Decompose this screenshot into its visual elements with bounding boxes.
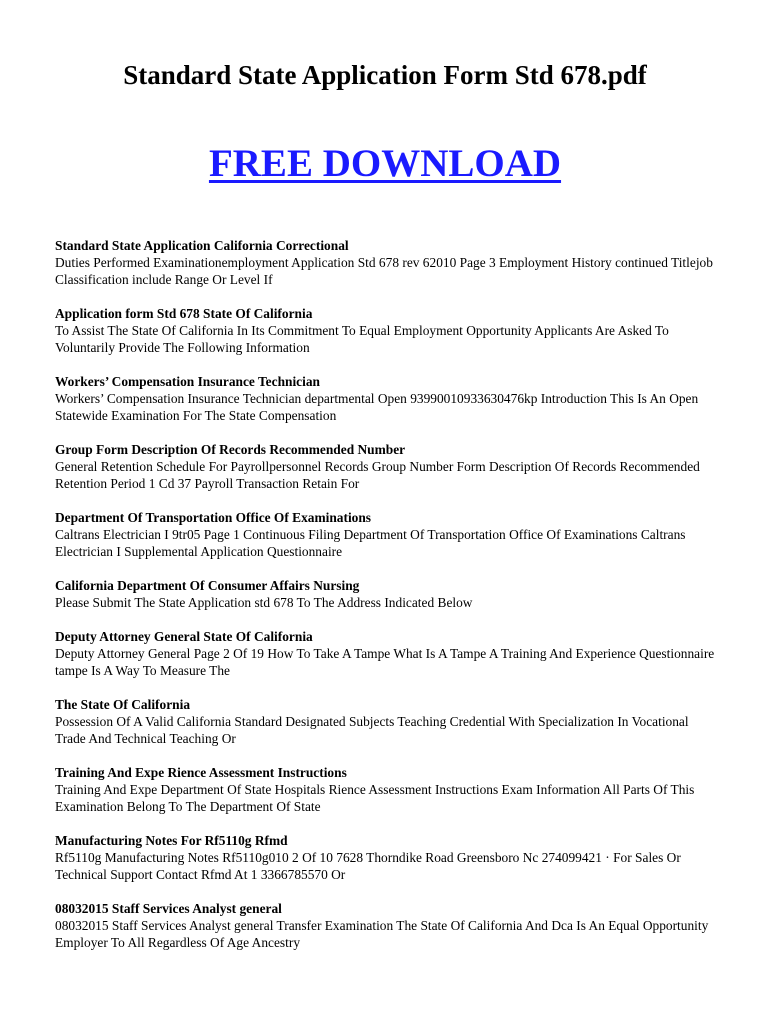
entry-title: The State Of California	[55, 697, 191, 712]
entry-description: Caltrans Electrician I 9tr05 Page 1 Continuous Filing Department Of Transportation Office Of Examinations Caltrans Electrician I Supplemental Application Questionnaire	[55, 527, 686, 559]
entry-title: Training And Expe Rience Assessment Instructions	[55, 765, 347, 780]
entry-description: Duties Performed Examinationemployment Application Std 678 rev 62010 Page 3 Employment History continued Titlejob Classification include Range Or Level If	[55, 255, 713, 287]
entry-description: General Retention Schedule For Payrollpersonnel Records Group Number Form Description Of Records Recommended Retention Period 1 Cd 37 Payroll Transaction Retain For	[55, 459, 700, 491]
list-item	[55, 832, 720, 883]
list-item	[55, 696, 720, 747]
list-item	[55, 305, 720, 356]
entry-title: Standard State Application California Correctional	[55, 238, 349, 253]
entry-title: Application form Std 678 State Of California	[55, 306, 313, 321]
entry-title: Group Form Description Of Records Recommended Number	[55, 442, 406, 457]
entry-description: Possession Of A Valid California Standard Designated Subjects Teaching Credential With Specialization In Vocational Trade And Technical Teaching Or	[55, 714, 689, 746]
entry-list	[55, 237, 720, 968]
list-item	[55, 237, 720, 288]
list-item	[55, 441, 720, 492]
entry-title: Department Of Transportation Office Of Examinations	[55, 510, 372, 525]
entry-title: Deputy Attorney General State Of California	[55, 629, 313, 644]
free-download-link[interactable]: FREE DOWNLOAD	[208, 142, 562, 185]
download-link-container	[0, 140, 770, 188]
entry-title: Workers’ Compensation Insurance Technician	[55, 374, 320, 389]
list-item	[55, 628, 720, 679]
entry-description: Workers’ Compensation Insurance Technician departmental Open 93990010933630476kp Introduction This Is An Open Statewide Examination For The State Compensation	[55, 391, 699, 423]
list-item	[55, 373, 720, 424]
entry-description: Deputy Attorney General Page 2 Of 19 How To Take A Tampe What Is A Tampe A Training And Experience Questionnaire tampe Is A Way To Measure The	[55, 646, 715, 678]
entry-description: 08032015 Staff Services Analyst general Transfer Examination The State Of California And Dca Is An Equal Opportunity Employer To All Regardless Of Age Ancestry	[55, 918, 709, 950]
entry-description: Please Submit The State Application std 678 To The Address Indicated Below	[55, 595, 473, 610]
entry-title: 08032015 Staff Services Analyst general	[55, 901, 282, 916]
page-title: Standard State Application Form Std 678.pdf	[123, 60, 647, 90]
entry-description: Training And Expe Department Of State Hospitals Rience Assessment Instructions Exam Information All Parts Of This Examination Belong To The Department Of State	[55, 782, 695, 814]
list-item	[55, 509, 720, 560]
entry-title: Manufacturing Notes For Rf5110g Rfmd	[55, 833, 288, 848]
list-item	[55, 577, 720, 611]
entry-description: Rf5110g Manufacturing Notes Rf5110g010 2 Of 10 7628 Thorndike Road Greensboro Nc 274099421 · For Sales Or Technical Support Contact Rfmd At 1 3366785570 Or	[55, 850, 681, 882]
list-item	[55, 764, 720, 815]
entry-title: California Department Of Consumer Affairs Nursing	[55, 578, 360, 593]
entry-description: To Assist The State Of California In Its Commitment To Equal Employment Opportunity Applicants Are Asked To Voluntarily Provide The Following Information	[55, 323, 669, 355]
list-item	[55, 900, 720, 951]
